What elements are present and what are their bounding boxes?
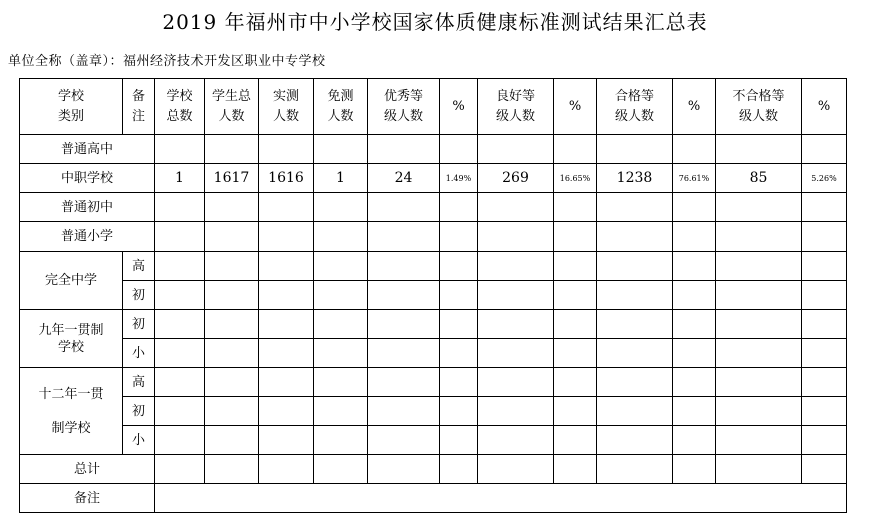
row-complete-middle-high: [20, 252, 847, 281]
row-label: 普通高中: [20, 135, 155, 164]
row-general-junior: [20, 193, 847, 222]
cell-pct-good: 16.65%: [554, 164, 597, 193]
header-school-type: 学校 类别: [20, 79, 123, 135]
header-pass: 合格等 级人数: [597, 79, 673, 135]
sub-level: 高: [123, 368, 155, 397]
header-exempt: 免测 人数: [314, 79, 368, 135]
cell-pct-excellent: 1.49%: [440, 164, 478, 193]
sub-level: 初: [123, 397, 155, 426]
header-school-count: 学校 总数: [155, 79, 205, 135]
page-title: 2019 年福州市中小学校国家体质健康标准测试结果汇总表: [162, 10, 708, 34]
header-students: 学生总 人数: [205, 79, 259, 135]
row-label: 普通小学: [20, 222, 155, 252]
unit-name-line: 单位全称（盖章）：福州经济技术开发区职业中专学校: [8, 54, 326, 69]
cell-school-count: 1: [155, 164, 205, 193]
row-label: 中职学校: [20, 164, 155, 193]
cell-excellent: 24: [368, 164, 440, 193]
row-nine-year-primary: [20, 339, 847, 368]
row-label: 普通初中: [20, 193, 155, 222]
row-label: 备注: [20, 484, 155, 513]
header-good: 良好等 级人数: [478, 79, 554, 135]
row-notes: [20, 484, 847, 513]
row-total: [20, 455, 847, 484]
row-general-primary: [20, 222, 847, 252]
sub-level: 初: [123, 281, 155, 310]
sub-level: 小: [123, 339, 155, 368]
header-pct-good: %: [554, 79, 597, 135]
cell-pct-fail: 5.26%: [802, 164, 847, 193]
sub-level: 初: [123, 310, 155, 339]
results-table: [19, 78, 847, 513]
row-twelve-year-junior: [20, 397, 847, 426]
header-pct-pass: %: [673, 79, 716, 135]
notes-cell: [155, 484, 847, 513]
header-excellent: 优秀等 级人数: [368, 79, 440, 135]
row-twelve-year-primary: [20, 426, 847, 455]
sub-level: 小: [123, 426, 155, 455]
header-fail: 不合格等 级人数: [716, 79, 802, 135]
cell-students: 1617: [205, 164, 259, 193]
header-row: [20, 79, 847, 135]
row-twelve-year-high: [20, 368, 847, 397]
cell-pct-pass: 76.61%: [673, 164, 716, 193]
cell-fail: 85: [716, 164, 802, 193]
row-label: 总计: [20, 455, 155, 484]
cell-good: 269: [478, 164, 554, 193]
row-general-high: [20, 135, 847, 164]
row-complete-middle-junior: [20, 281, 847, 310]
sub-level: 高: [123, 252, 155, 281]
row-vocational: [20, 164, 847, 193]
header-tested: 实测 人数: [259, 79, 314, 135]
row-label: 完全中学: [20, 252, 123, 310]
header-remark: 备 注: [123, 79, 155, 135]
row-label: 十二年一贯 制学校: [20, 368, 123, 455]
row-nine-year-junior: [20, 310, 847, 339]
row-label: 九年一贯制 学校: [20, 310, 123, 368]
cell-exempt: 1: [314, 164, 368, 193]
cell-pass: 1238: [597, 164, 673, 193]
header-pct-fail: %: [802, 79, 847, 135]
cell-tested: 1616: [259, 164, 314, 193]
header-pct-excellent: %: [440, 79, 478, 135]
